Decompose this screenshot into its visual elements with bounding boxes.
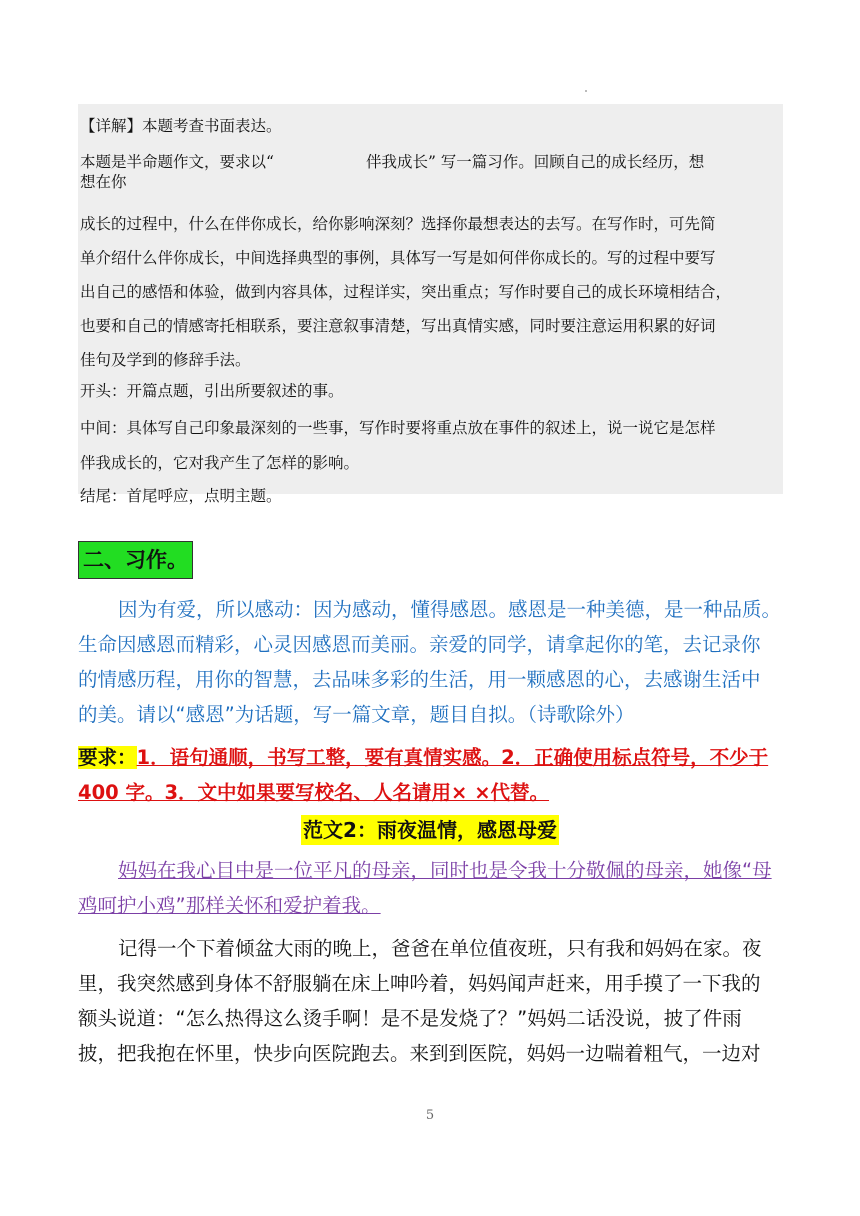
requirement-label: 要求： (78, 746, 137, 769)
intro-line: 妈妈在我心目中是一位平凡的母亲，同时也是令我十分敬佩的母亲，她像“母 (118, 859, 772, 882)
body-line: 里，我突然感到身体不舒服躺在床上呻吟着，妈妈闻声赶来，用手摸了一下我的 (78, 972, 761, 995)
body-line: 记得一个下着倾盆大雨的晚上，爸爸在单位值夜班，只有我和妈妈在家。夜 (118, 937, 762, 960)
page-number: 5 (425, 1108, 435, 1123)
explanation-line-2-wrap: 想在你 (80, 173, 127, 191)
body-line: 披，把我抱在怀里，快步向医院跑去。来到到医院，妈妈一边喘着粗气，一边对 (78, 1042, 761, 1065)
requirement-text: 1．语句通顺，书写工整，要有真情实感。2．正确使用标点符号，不少于 (136, 746, 769, 769)
prompt-line: 生命因感恩而精彩，心灵因感恩而美丽。亲爱的同学，请拿起你的笔，去记录你 (78, 633, 761, 656)
essay-intro (78, 853, 786, 923)
explanation-line: 也要和自己的情感寄托相联系，要注意叙事清楚，写出真情实感，同时要注意运用积累的好词 (80, 317, 716, 335)
requirement-text: 400 字。3．文中如果要写校名、人名请用× ×代替。 (78, 781, 550, 804)
explanation-middle-1: 中间：具体写自己印象最深刻的一些事，写作时要将重点放在事件的叙述上，说一说它是怎样 (80, 419, 716, 437)
prompt-paragraph (78, 592, 786, 732)
intro-line: 鸡呵护小鸡”那样关怀和爱护着我。 (78, 894, 381, 917)
explanation-line: 成长的过程中，什么在伴你成长，给你影响深刻？选择你最想表达的去写。在写作时，可先简 (80, 215, 716, 233)
body-line: 额头说道：“怎么热得这么烫手啊！是不是发烧了？”妈妈二话没说，披了件雨 (78, 1007, 742, 1030)
explanation-line-2: 本题是半命题作文，要求以“ 伴我成长” 写一篇习作。回顾自己的成长经历，想 (80, 153, 705, 171)
prompt-line: 的情感历程，用你的智慧，去品味多彩的生活，用一颗感恩的心，去感谢生活中 (78, 668, 761, 691)
prompt-line: 因为有爱，所以感动：因为感动，懂得感恩。感恩是一种美德，是一种品质。 (118, 598, 782, 621)
explanation-line: 佳句及学到的修辞手法。 (80, 351, 251, 369)
requirements (78, 740, 786, 810)
essay-title: 范文2：雨夜温情，感恩母爱 (301, 815, 559, 845)
explanation-line: 出自己的感悟和体验，做到内容具体，过程详实，突出重点；写作时要自己的成长环境相结合， (80, 283, 732, 301)
explanation-heading: 【详解】本题考查书面表达。 (80, 117, 282, 135)
essay-body (78, 931, 786, 1071)
explanation-middle-2: 伴我成长的，它对我产生了怎样的影响。 (80, 454, 360, 472)
scan-dot (585, 90, 587, 92)
explanation-box (78, 104, 783, 505)
section-heading: 二、习作。 (78, 541, 193, 579)
essay-title-row (0, 815, 860, 845)
prompt-line: 的美。请以“感恩”为话题，写一篇文章，题目自拟。（诗歌除外） (78, 703, 635, 726)
explanation-ending-cut: 结尾：首尾呼应，点明主题。 (80, 487, 282, 505)
explanation-line: 单介绍什么伴你成长，中间选择典型的事例，具体写一写是如何伴你成长的。写的过程中要写 (80, 249, 716, 267)
explanation-opening: 开头：开篇点题，引出所要叙述的事。 (80, 382, 344, 400)
